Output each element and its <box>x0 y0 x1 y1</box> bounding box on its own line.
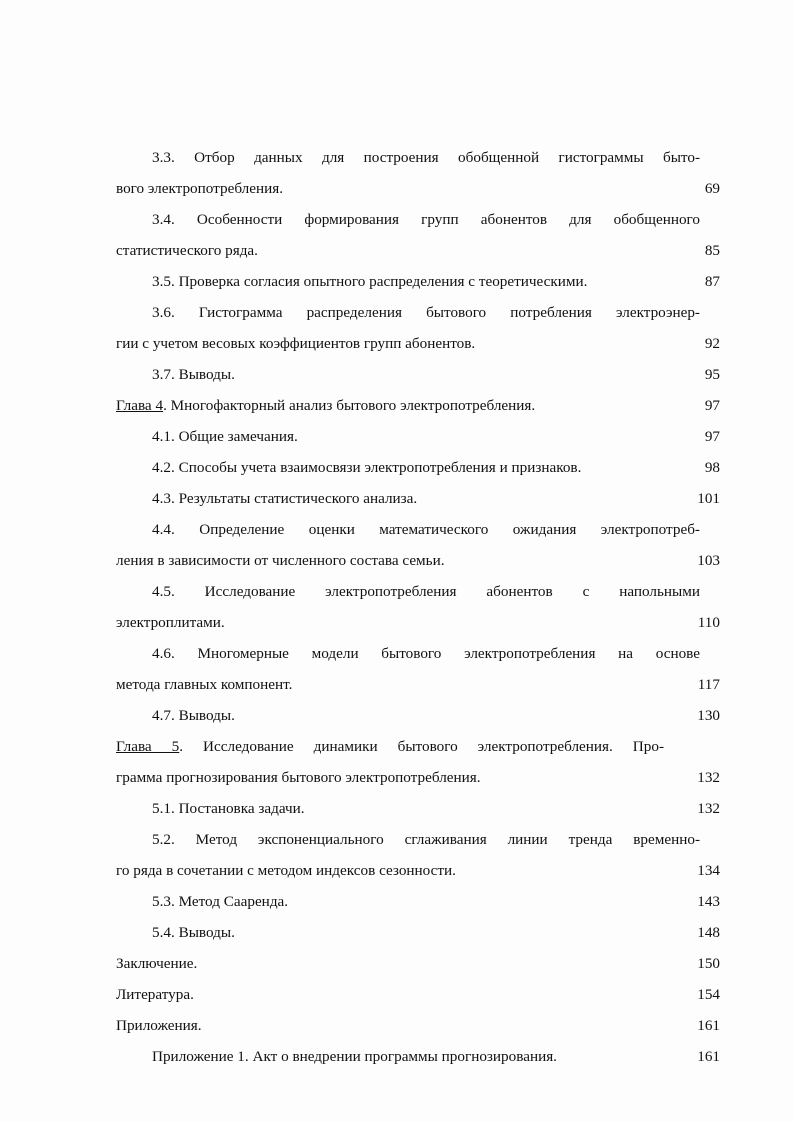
toc-page-number: 97 <box>704 397 720 414</box>
toc-entry <box>116 638 720 700</box>
toc-entry <box>116 948 720 979</box>
toc-entry-text: Заключение. <box>116 955 198 972</box>
toc-entry-text: 3.3. Отбор данных для построения обобщенной гистограммы быто- <box>152 149 700 166</box>
toc-entry-text: 5.4. Выводы. <box>152 924 235 941</box>
toc-entry-text: 4.1. Общие замечания. <box>152 428 298 445</box>
toc-entry <box>116 514 720 576</box>
toc-page-number: 97 <box>704 428 720 445</box>
toc-entry-text: 5.3. Метод Саарeнда. <box>152 893 289 910</box>
chapter-label: Глава 5 <box>116 738 180 755</box>
toc-entry-text: гии с учетом весовых коэффициентов групп абонентов. <box>116 335 476 352</box>
toc-entry-text: 5.2. Метод экспоненциального сглаживания линии тренда временно- <box>152 831 700 848</box>
toc-entry-text: Приложение 1. Акт о внедрении программы прогнозирования. <box>152 1048 557 1065</box>
toc-page-number: 132 <box>697 800 720 817</box>
toc-entry <box>116 824 720 886</box>
toc-page-number: 150 <box>697 955 720 972</box>
toc-page-number: 101 <box>697 490 720 507</box>
toc-entry-text: 4.4. Определение оценки математического ожидания электропотреб- <box>152 521 700 538</box>
toc-entry <box>116 142 720 204</box>
toc-page-number: 103 <box>697 552 720 569</box>
toc-entry <box>116 483 720 514</box>
toc-page-number: 161 <box>697 1048 720 1065</box>
toc-chapter-entry <box>116 390 720 421</box>
toc-entry-text: 5.1. Постановка задачи. <box>152 800 305 817</box>
toc-entry-text: ления в зависимости от численного состава семьи. <box>116 552 445 569</box>
toc-entry-text: 3.5. Проверка согласия опытного распределения с теоретическими. <box>152 273 588 290</box>
toc-entry-text: 4.5. Исследование электропотребления абонентов с напольными <box>152 583 700 600</box>
toc-entry <box>116 979 720 1010</box>
toc-page-number: 148 <box>697 924 720 941</box>
toc-entry <box>116 359 720 390</box>
toc-page-number: 130 <box>697 707 720 724</box>
toc-entry <box>116 266 720 297</box>
toc-entry-text: го ряда в сочетании с методом индексов сезонности. <box>116 862 456 879</box>
toc-page-number: 134 <box>697 862 720 879</box>
toc-page-number: 85 <box>704 242 720 259</box>
toc-entry-text: 3.4. Особенности формирования групп абонентов для обобщенного <box>152 211 700 228</box>
toc-page-number: 98 <box>704 459 720 476</box>
toc-page-number: 92 <box>704 335 720 352</box>
toc-entry <box>116 1041 720 1072</box>
toc-entry-text: Литература. <box>116 986 194 1003</box>
toc-entry <box>116 700 720 731</box>
toc-entry-text: . Многофакторный анализ бытового электропотребления. <box>163 397 536 414</box>
toc-page-number: 69 <box>704 180 720 197</box>
toc-entry <box>116 452 720 483</box>
toc-entry-text: вого электропотребления. <box>116 180 284 197</box>
toc-entry <box>116 886 720 917</box>
toc-entry-text: электроплитами. <box>116 614 225 631</box>
toc-entry <box>116 297 720 359</box>
toc-entry-text: 3.7. Выводы. <box>152 366 235 383</box>
toc-entry-text: метода главных компонент. <box>116 676 293 693</box>
toc-page-number: 117 <box>697 676 720 693</box>
toc-page-number: 161 <box>697 1017 720 1034</box>
toc-page-number: 95 <box>704 366 720 383</box>
toc-entry <box>116 1010 720 1041</box>
toc-entry-text: 3.6. Гистограмма распределения бытового потребления электроэнер- <box>152 304 700 321</box>
toc-page-number: 154 <box>697 986 720 1003</box>
toc-entry-text: Приложения. <box>116 1017 202 1034</box>
toc-entry-text: . Исследование динамики бытового электропотребления. Про- <box>179 738 665 755</box>
toc-entry-text: статистического ряда. <box>116 242 258 259</box>
toc-page-number: 110 <box>697 614 720 631</box>
toc-entry <box>116 421 720 452</box>
toc-entry <box>116 576 720 638</box>
toc-chapter-entry <box>116 731 720 793</box>
toc-entry-text: 4.2. Способы учета взаимосвязи электропотребления и признаков. <box>152 459 582 476</box>
toc-entry-text: грамма прогнозирования бытового электропотребления. <box>116 769 481 786</box>
chapter-label: Глава 4 <box>116 397 164 414</box>
table-of-contents <box>116 142 720 1072</box>
toc-entry <box>116 793 720 824</box>
toc-entry-text: 4.3. Результаты статистического анализа. <box>152 490 418 507</box>
toc-page-number: 87 <box>704 273 720 290</box>
toc-entry <box>116 917 720 948</box>
toc-page-number: 143 <box>697 893 720 910</box>
toc-entry <box>116 204 720 266</box>
toc-page-number: 132 <box>697 769 720 786</box>
toc-entry-text: 4.7. Выводы. <box>152 707 235 724</box>
toc-entry-text: 4.6. Многомерные модели бытового электропотребления на основе <box>152 645 700 662</box>
